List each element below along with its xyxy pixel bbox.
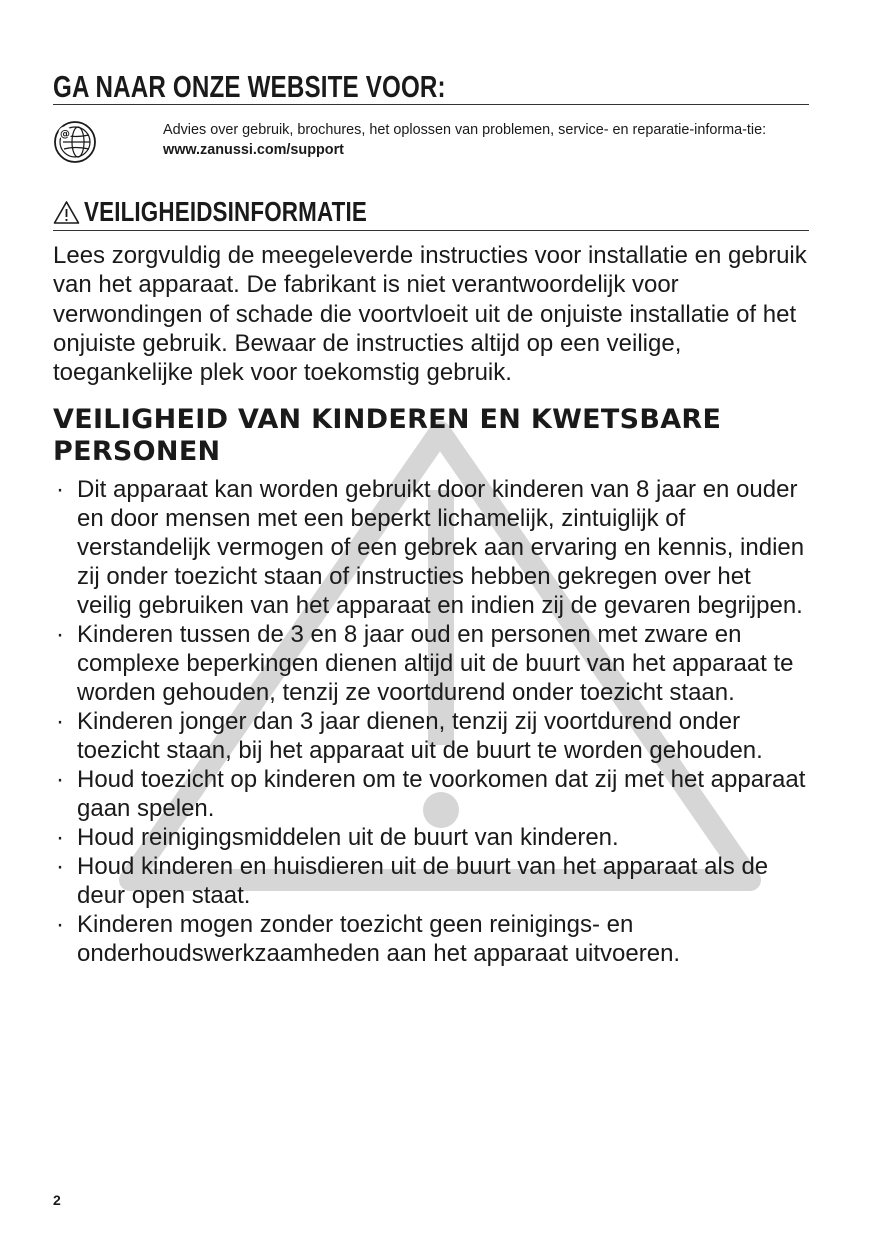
- list-item: · Kinderen tussen de 3 en 8 jaar oud en personen met zware en complexe beperkingen dienen altijd uit de buurt van het apparaat te worden gehouden, tenzij ze voortdurend onder toezicht staan.: [53, 620, 809, 707]
- support-link[interactable]: www.zanussi.com/support: [163, 142, 344, 158]
- divider: [53, 230, 809, 231]
- website-heading: GA NAAR ONZE WEBSITE VOOR:: [53, 69, 446, 104]
- children-list: [53, 475, 809, 968]
- list-item: · Dit apparaat kan worden gebruikt door kinderen van 8 jaar en ouder en door mensen met een beperkt lichamelijk, zintuiglijk of verstandelijk vermogen of een gebrek aan ervaring en kennis, indien zij onder toezicht staan of instructies hebben gekregen over het veilig gebruiken van het apparaat en indien zij de gevaren begrijpen.: [53, 475, 809, 620]
- page-number: 2: [53, 1192, 61, 1208]
- children-heading: VEILIGHEID VAN KINDEREN EN KWETSBARE PERSONEN: [53, 404, 722, 467]
- list-item: · Houd kinderen en huisdieren uit de buurt van het apparaat als de deur open staat.: [53, 852, 809, 910]
- safety-intro: Lees zorgvuldig de meegeleverde instructies voor installatie en gebruik van het apparaat. De fabrikant is niet verantwoordelijk voor verwondingen of schade die voortvloeit uit de onjuiste installatie of het onjuiste gebruik. Bewaar de instructies altijd op een veilige, toegankelijke plek voor toekomstig gebruik.: [53, 242, 807, 387]
- list-item: · Houd reinigingsmiddelen uit de buurt van kinderen.: [53, 823, 809, 852]
- globe-at-icon: [53, 120, 97, 164]
- safety-heading: [53, 198, 438, 226]
- safety-heading-text: VEILIGHEIDSINFORMATIE: [84, 196, 367, 227]
- website-info: [163, 120, 811, 160]
- list-item: · Kinderen jonger dan 3 jaar dienen, tenzij zij voortdurend onder toezicht staan, bij het apparaat uit de buurt te worden gehouden.: [53, 707, 809, 765]
- warning-triangle-icon: [53, 200, 80, 225]
- website-description: Advies over gebruik, brochures, het oplossen van problemen, service- en reparatie-informa-tie:: [163, 122, 767, 138]
- svg-text:@: @: [60, 129, 70, 140]
- divider: [53, 104, 809, 105]
- list-item: · Houd toezicht op kinderen om te voorkomen dat zij met het apparaat gaan spelen.: [53, 765, 809, 823]
- list-item: · Kinderen mogen zonder toezicht geen reinigings- en onderhoudswerkzaamheden aan het apparaat uitvoeren.: [53, 910, 809, 968]
